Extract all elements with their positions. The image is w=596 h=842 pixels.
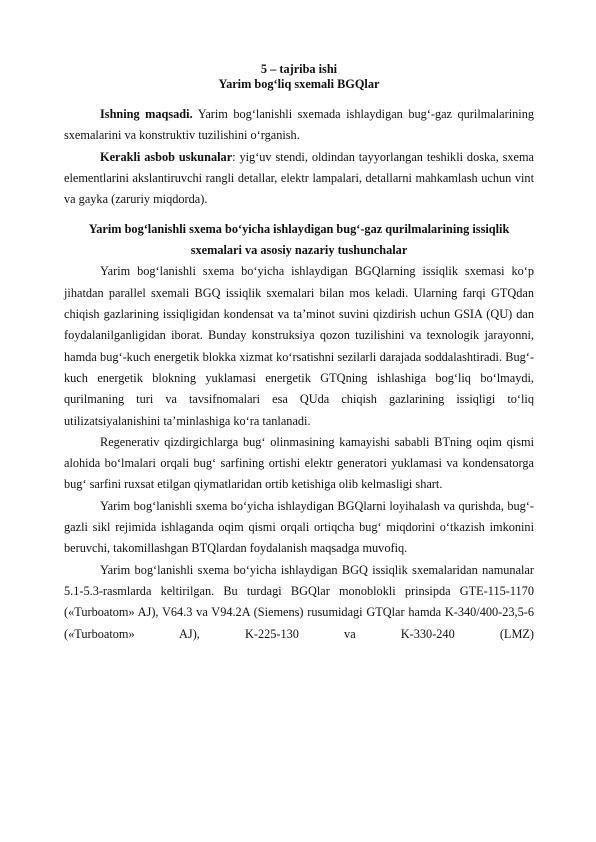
body-paragraph-4: Yarim bog‘lanishli sxema bo‘yicha ishlaydigan BGQ issiqlik sxemalaridan namunalar 5.1-5.3-rasmlarda keltirilgan. Bu turdagi BGQlar monoblokli prinsipda GTE-115-1170 («Turboatom» AJ), V64.3 va V94.2A (Siemens) rusumidagi GTQlar hamda K-340/400-23,5-6 («Turboatom» AJ), K-225-130 va K-330-240 (LMZ) (64, 562, 534, 641)
equipment-text: : yig‘uv stendi, oldindan tayyorlangan teshikli doska, sxema elementlarini akslantiruvchi rangli detallar, elektr lampalari, detallarni mahkamlash uchun vint va gayka (zaruriy miqdorda). (64, 149, 534, 207)
document-title (64, 62, 534, 92)
body-paragraph-1: Yarim bog‘lanishli sxema bo‘yicha ishlaydigan BGQlarning issiqlik sxemasi ko‘p jihatdan parallel sxemali BGQ issiqlik sxemalari bilan mos keladi. Ularning farqi GTQdan chiqish gazlarining issiqligidan kondensat va ta’minot suvini qizdirish uchun GSIA (QU) dan foydalanilganligidan iborat. Bunday konstruksiya qozon tuzilishini va texnologik jarayonni, hamda bug‘-kuch energetik blokka xizmat ko‘rsatishni sezilarli darajada soddalashtiradi. Bug‘-kuch energetik blokning yuklamasi energetik GTQning ishlashiga bog‘liq bo‘lmaydi, qurilmaning turi va tavsifnomalari esa QUda chiqish gazlarining issiqligi to‘liq utilizatsiyalanishini ta’minlashiga ko‘ra tanlanadi. (64, 264, 534, 428)
lab-topic-title: Yarim bog‘liq sxemali BGQlar (218, 77, 380, 91)
section-heading: Yarim bog‘lanishli sxema bo‘yicha ishlaydigan bug‘-gaz qurilmalarining issiqlik sxemalari va asosiy nazariy tushunchalar (88, 222, 510, 258)
body-paragraph-2: Regenerativ qizdirgichlarga bug‘ olinmasining kamayishi sababli BTning oqim qismi alohida bo‘lmalari orqali bug‘ sarfining ortishi elektr generatori yuklamasi va kondensatorga bug‘ sarfini ruxsat etilgan qiymatlaridan ortib ketishiga olib kelmasligi shart. (64, 434, 534, 492)
purpose-text: Yarim bog‘lanishli sxemada ishlaydigan bug‘-gaz qurilmalarining sxemalarini va konstruktiv tuzilishini o‘rganish. (64, 107, 535, 143)
purpose-label: Ishning maqsadi. (100, 107, 193, 121)
lab-number-title: 5 – tajriba ishi (260, 62, 338, 76)
body-paragraph-3: Yarim bog‘lanishli sxema bo‘yicha ishlaydigan BGQlarni loyihalash va qurishda, bug‘-gazli sikl rejimida ishlaganda oqim qismi orqali ortiqcha bug‘ miqdorini o‘tkazish imkonini beruvchi, takomillashgan BTQlardan foydalanish maqsadga muvofiq. (64, 498, 534, 556)
purpose-paragraph (64, 104, 534, 147)
equipment-label: Kerakli asbob uskunalar (100, 149, 233, 164)
document-page (64, 40, 534, 645)
equipment-paragraph (64, 147, 534, 211)
